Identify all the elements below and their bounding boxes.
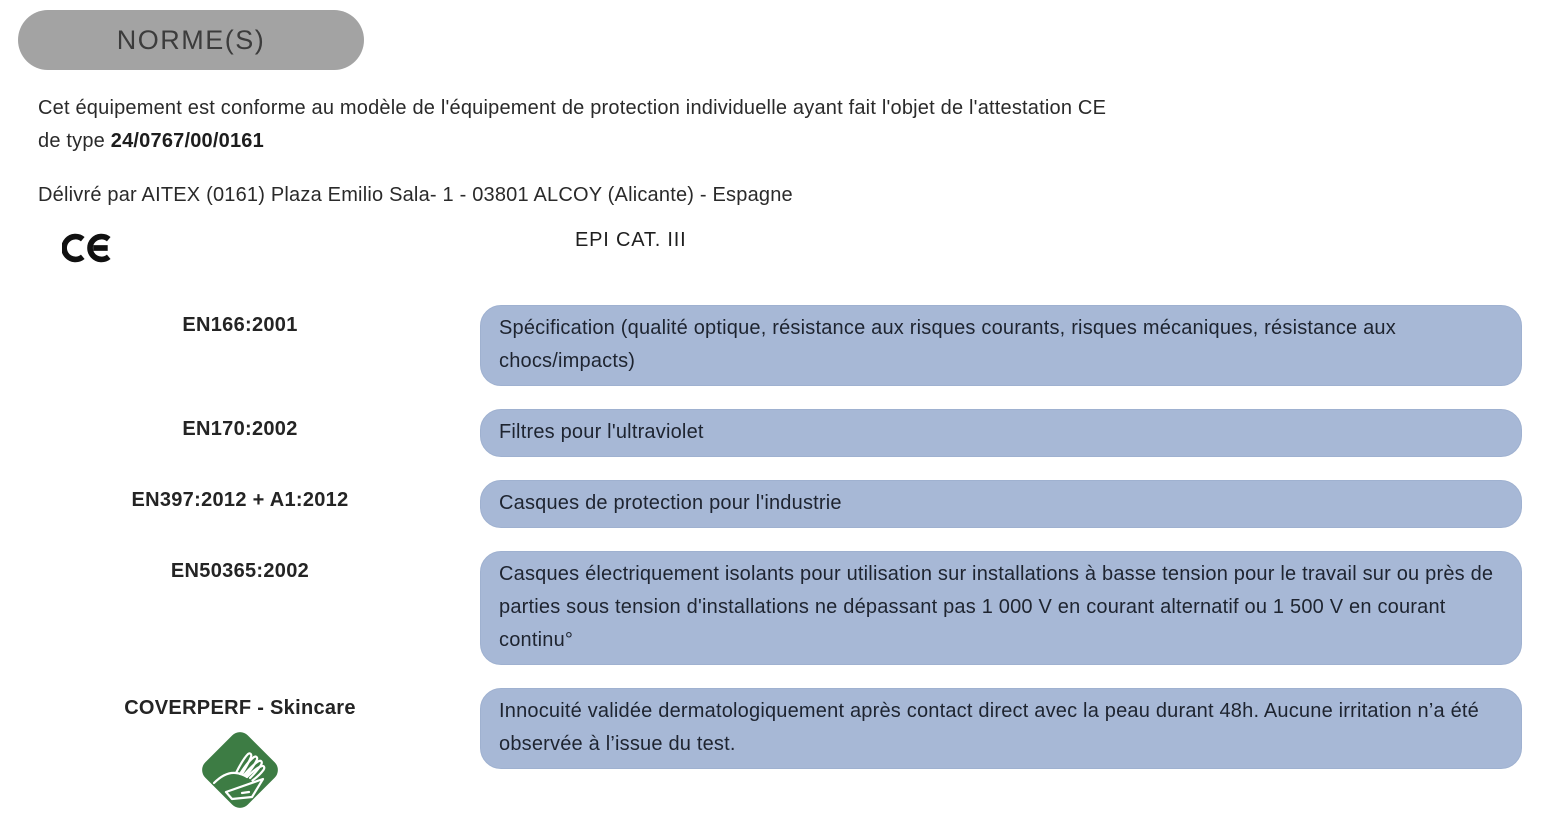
- conformity-line1: Cet équipement est conforme au modèle de l'équipement de protection individuelle ayant fait l'objet de l'attestation CE: [38, 97, 1107, 119]
- type-prefix: de type: [38, 130, 111, 152]
- standard-code-cell: [0, 305, 480, 337]
- skincare-hand-icon: [190, 720, 290, 820]
- conformity-paragraph: [38, 92, 1518, 158]
- standard-code: EN166:2001: [182, 314, 298, 336]
- table-row: [0, 551, 1556, 665]
- table-row: [0, 688, 1556, 820]
- table-row: [0, 480, 1556, 528]
- conformity-line2: [38, 125, 1518, 158]
- epi-category-label: EPI CAT. III: [575, 229, 687, 251]
- standards-table: [0, 305, 1556, 820]
- section-header-pill: [18, 10, 364, 70]
- certificate-number: 24/0767/00/0161: [110, 130, 264, 152]
- standard-description-bubble: Casques électriquement isolants pour utilisation sur installations à basse tension pour le travail sur ou près de parties sous tension d'installations ne dépassant pas 1 000 V en courant alternatif ou 1 500 V en courant continu°: [480, 551, 1522, 665]
- standard-code-cell: [0, 409, 480, 441]
- standard-code-cell: [0, 551, 480, 583]
- standard-description-bubble: Casques de protection pour l'industrie: [480, 480, 1522, 528]
- issued-by-line: Délivré par AITEX (0161) Plaza Emilio Sala- 1 - 03801 ALCOY (Alicante) - Espagne: [38, 184, 793, 206]
- standard-code-cell: [0, 480, 480, 512]
- standard-code: EN50365:2002: [170, 560, 310, 582]
- standard-description-bubble: Innocuité validée dermatologiquement après contact direct avec la peau durant 48h. Aucune irritation n’a été observée à l’issue du test.: [480, 688, 1522, 769]
- table-row: [0, 305, 1556, 386]
- standard-description-bubble: Filtres pour l'ultraviolet: [480, 409, 1522, 457]
- standard-description-bubble: Spécification (qualité optique, résistance aux risques courants, risques mécaniques, résistance aux chocs/impacts): [480, 305, 1522, 386]
- ce-category-row: [0, 227, 1556, 279]
- standard-code-cell: [0, 688, 480, 820]
- standard-code: COVERPERF - Skincare: [124, 697, 356, 719]
- table-row: [0, 409, 1556, 457]
- standard-code: EN397:2012 + A1:2012: [131, 489, 349, 511]
- standard-code: EN170:2002: [182, 418, 298, 440]
- section-title: NORME(S): [116, 24, 266, 55]
- ce-mark-icon: [62, 231, 116, 265]
